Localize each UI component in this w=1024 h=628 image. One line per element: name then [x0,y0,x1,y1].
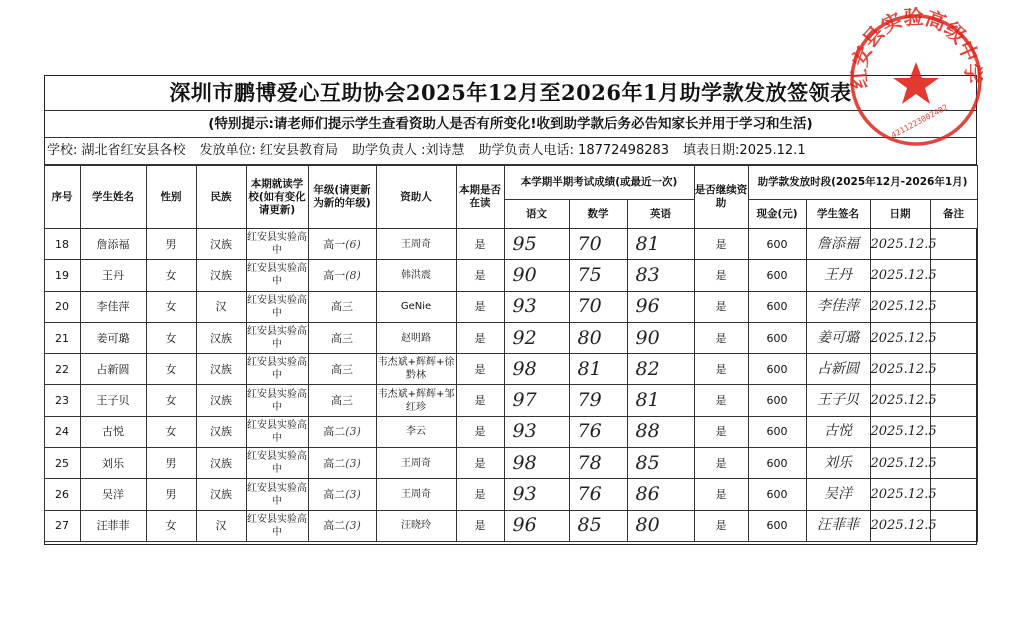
cell-signature: 刘乐 [806,448,870,479]
cell-seq: 25 [44,448,80,479]
grade-class-note: (3) [345,456,361,470]
header-math: 数学 [569,200,627,229]
grade-text: 高三 [331,331,353,345]
cell-enrolled: 是 [456,260,504,291]
cell-date: 2025.12.5 [870,448,930,479]
cell-continue: 是 [694,416,748,447]
table-row [44,479,977,510]
cell-continue: 是 [694,229,748,260]
cell-enrolled: 是 [456,385,504,416]
cell-gender: 男 [146,229,196,260]
cell-gender: 男 [146,479,196,510]
cell-grade [308,385,376,416]
school-info: 学校: 湖北省红安县各校 [47,143,186,158]
cell-name: 占新圆 [80,354,146,385]
header-cash: 现金(元) [748,200,806,229]
cell-remark [930,260,977,291]
cell-seq: 26 [44,479,80,510]
cell-seq: 27 [44,510,80,541]
cell-gender: 女 [146,416,196,447]
cell-school: 红安县实验高中 [246,416,308,447]
header-gender: 性别 [146,166,196,229]
cell-math: 79 [569,385,627,416]
cell-grade [308,416,376,447]
cell-continue: 是 [694,448,748,479]
cell-remark [930,322,977,353]
cell-english: 83 [627,260,694,291]
cell-date: 2025.12.5 [870,416,930,447]
cell-chinese: 98 [504,354,569,385]
table-row [44,322,977,353]
cell-cash: 600 [748,479,806,510]
cell-gender: 女 [146,322,196,353]
cell-ethnicity: 汉族 [196,479,246,510]
cell-chinese: 92 [504,322,569,353]
table-row [44,416,977,447]
header-continue: 是否继续资助 [694,166,748,229]
cell-math: 75 [569,260,627,291]
table-row [44,448,977,479]
cell-signature: 汪菲菲 [806,510,870,541]
cell-seq: 24 [44,416,80,447]
school-seal [838,0,988,150]
cell-sponsor: GeNie [376,291,456,322]
cell-grade [308,354,376,385]
cell-chinese: 93 [504,416,569,447]
cell-seq: 19 [44,260,80,291]
cell-school: 红安县实验高中 [246,354,308,385]
header-enrolled: 本期是否在读 [456,166,504,229]
cell-gender: 女 [146,260,196,291]
cell-remark [930,510,977,541]
cell-date: 2025.12.5 [870,260,930,291]
header-date: 日期 [870,200,930,229]
cell-grade [308,322,376,353]
cell-enrolled: 是 [456,291,504,322]
header-name: 学生姓名 [80,166,146,229]
cell-school: 红安县实验高中 [246,229,308,260]
cell-math: 85 [569,510,627,541]
cell-school: 红安县实验高中 [246,322,308,353]
cell-continue: 是 [694,260,748,291]
cell-signature: 姜可璐 [806,322,870,353]
cell-ethnicity: 汉族 [196,416,246,447]
cell-ethnicity: 汉 [196,291,246,322]
cell-remark [930,385,977,416]
header-period-group: 助学款发放时段(2025年12月-2026年1月) [748,166,977,200]
cell-grade [308,260,376,291]
cell-cash: 600 [748,291,806,322]
cell-remark [930,416,977,447]
cell-seq: 22 [44,354,80,385]
cell-name: 古悦 [80,416,146,447]
grade-class-note: (8) [345,268,361,282]
header-seq: 序号 [44,166,80,229]
header-grade: 年级(请更新为新的年级) [308,166,376,229]
cell-chinese: 97 [504,385,569,416]
cell-signature: 王子贝 [806,385,870,416]
cell-name: 汪菲菲 [80,510,146,541]
cell-sponsor: 韦杰斌+辉辉+徐黔林 [376,354,456,385]
sheet-title: 深圳市鹏博爱心互助协会2025年12月至2026年1月助学款发放签领表 [45,76,976,111]
cell-ethnicity: 汉族 [196,322,246,353]
header-school: 本期就读学校(如有变化请更新) [246,166,308,229]
table-row [44,229,977,260]
cell-school: 红安县实验高中 [246,291,308,322]
grade-text: 高二 [323,425,346,439]
cell-english: 85 [627,448,694,479]
cell-grade [308,291,376,322]
cell-name: 王丹 [80,260,146,291]
cell-math: 70 [569,291,627,322]
cell-school: 红安县实验高中 [246,448,308,479]
cell-ethnicity: 汉族 [196,448,246,479]
cell-gender: 女 [146,354,196,385]
cell-cash: 600 [748,510,806,541]
cell-enrolled: 是 [456,322,504,353]
cell-continue: 是 [694,479,748,510]
cell-name: 姜可璐 [80,322,146,353]
cell-remark [930,229,977,260]
cell-math: 70 [569,229,627,260]
cell-math: 76 [569,479,627,510]
cell-grade [308,448,376,479]
header-english: 英语 [627,200,694,229]
grade-text: 高三 [331,362,353,376]
cell-school: 红安县实验高中 [246,385,308,416]
cell-chinese: 96 [504,510,569,541]
grade-text: 高二 [323,456,346,470]
cell-ethnicity: 汉 [196,510,246,541]
grade-class-note: (3) [345,425,361,439]
cell-seq: 18 [44,229,80,260]
cell-signature: 詹添福 [806,229,870,260]
cell-chinese: 93 [504,479,569,510]
cell-gender: 女 [146,291,196,322]
cell-english: 90 [627,322,694,353]
cell-sponsor: 王周奇 [376,229,456,260]
cell-signature: 吴洋 [806,479,870,510]
issuer-info: 发放单位: 红安县教育局 [199,143,339,158]
phone-info: 助学负责人电话: 18772498283 [478,143,670,158]
cell-continue: 是 [694,385,748,416]
cell-gender: 女 [146,510,196,541]
cell-cash: 600 [748,448,806,479]
cell-continue: 是 [694,510,748,541]
grade-text: 高三 [331,300,353,314]
cell-chinese: 93 [504,291,569,322]
cell-enrolled: 是 [456,354,504,385]
cell-enrolled: 是 [456,448,504,479]
cell-sponsor: 李云 [376,416,456,447]
cell-date: 2025.12.5 [870,510,930,541]
cell-signature: 占新圆 [806,354,870,385]
cell-cash: 600 [748,229,806,260]
cell-school: 红安县实验高中 [246,510,308,541]
grade-text: 高一 [323,268,346,282]
grade-text: 高一 [323,237,346,251]
cell-english: 82 [627,354,694,385]
cell-signature: 李佳萍 [806,291,870,322]
cell-english: 80 [627,510,694,541]
cell-cash: 600 [748,416,806,447]
table-row [44,385,977,416]
cell-sponsor: 王周奇 [376,479,456,510]
cell-chinese: 90 [504,260,569,291]
grade-class-note: (6) [345,237,361,251]
cell-signature: 王丹 [806,260,870,291]
cell-sponsor: 汪晓玲 [376,510,456,541]
cell-english: 86 [627,479,694,510]
cell-continue: 是 [694,354,748,385]
cell-continue: 是 [694,291,748,322]
seal-text: 红安县实验高级中学 [846,4,986,90]
cell-ethnicity: 汉族 [196,354,246,385]
cell-grade [308,229,376,260]
cell-name: 李佳萍 [80,291,146,322]
grade-text: 高三 [331,394,353,408]
cell-sponsor: 赵明路 [376,322,456,353]
cell-seq: 23 [44,385,80,416]
cell-english: 81 [627,229,694,260]
cell-gender: 女 [146,385,196,416]
cell-remark [930,448,977,479]
info-bar [45,138,976,165]
cell-enrolled: 是 [456,229,504,260]
seal-code: 4211223002402 [889,102,950,140]
cell-continue: 是 [694,322,748,353]
header-remark: 备注 [930,200,977,229]
cell-seq: 20 [44,291,80,322]
manager-info: 助学负责人 :刘诗慧 [352,143,465,158]
header-ethnicity: 民族 [196,166,246,229]
cell-gender: 男 [146,448,196,479]
cell-name: 刘乐 [80,448,146,479]
cell-ethnicity: 汉族 [196,385,246,416]
fill-date-info: 填表日期:2025.12.1 [683,143,806,158]
cell-enrolled: 是 [456,510,504,541]
cell-seq: 21 [44,322,80,353]
table-row [44,260,977,291]
cell-math: 81 [569,354,627,385]
cell-cash: 600 [748,385,806,416]
grade-class-note: (3) [345,519,361,533]
table-row [44,354,977,385]
cell-sponsor: 王周奇 [376,448,456,479]
cell-grade [308,479,376,510]
grade-class-note: (3) [345,488,361,502]
cell-name: 王子贝 [80,385,146,416]
cell-date: 2025.12.5 [870,291,930,322]
grade-text: 高二 [323,488,346,502]
cell-name: 詹添福 [80,229,146,260]
cell-remark [930,291,977,322]
cell-math: 80 [569,322,627,353]
cell-remark [930,479,977,510]
cell-date: 2025.12.5 [870,322,930,353]
header-chinese: 语文 [504,200,569,229]
cell-math: 76 [569,416,627,447]
cell-school: 红安县实验高中 [246,479,308,510]
special-notice: (特别提示:请老师们提示学生查看资助人是否有所变化!收到助学款后务必告知家长并用于学习和生活) [45,111,976,138]
cell-enrolled: 是 [456,416,504,447]
cell-english: 88 [627,416,694,447]
cell-name: 吴洋 [80,479,146,510]
table-row [44,510,977,541]
cell-date: 2025.12.5 [870,385,930,416]
cell-ethnicity: 汉族 [196,229,246,260]
cell-math: 78 [569,448,627,479]
cell-cash: 600 [748,322,806,353]
cell-signature: 古悦 [806,416,870,447]
grant-table [44,165,978,542]
cell-remark [930,354,977,385]
cell-school: 红安县实验高中 [246,260,308,291]
cell-enrolled: 是 [456,479,504,510]
cell-english: 96 [627,291,694,322]
cell-chinese: 98 [504,448,569,479]
table-row [44,291,977,322]
cell-date: 2025.12.5 [870,479,930,510]
cell-date: 2025.12.5 [870,229,930,260]
cell-cash: 600 [748,260,806,291]
cell-grade [308,510,376,541]
cell-sponsor: 韦杰斌+辉辉+邹红珍 [376,385,456,416]
header-sponsor: 资助人 [376,166,456,229]
cell-ethnicity: 汉族 [196,260,246,291]
cell-sponsor: 韩洪震 [376,260,456,291]
cell-cash: 600 [748,354,806,385]
grade-text: 高二 [323,519,346,533]
header-signature: 学生签名 [806,200,870,229]
header-scores-group: 本学期半期考试成绩(或最近一次) [504,166,694,200]
cell-chinese: 95 [504,229,569,260]
cell-english: 81 [627,385,694,416]
cell-date: 2025.12.5 [870,354,930,385]
seal-star-icon [893,62,939,104]
